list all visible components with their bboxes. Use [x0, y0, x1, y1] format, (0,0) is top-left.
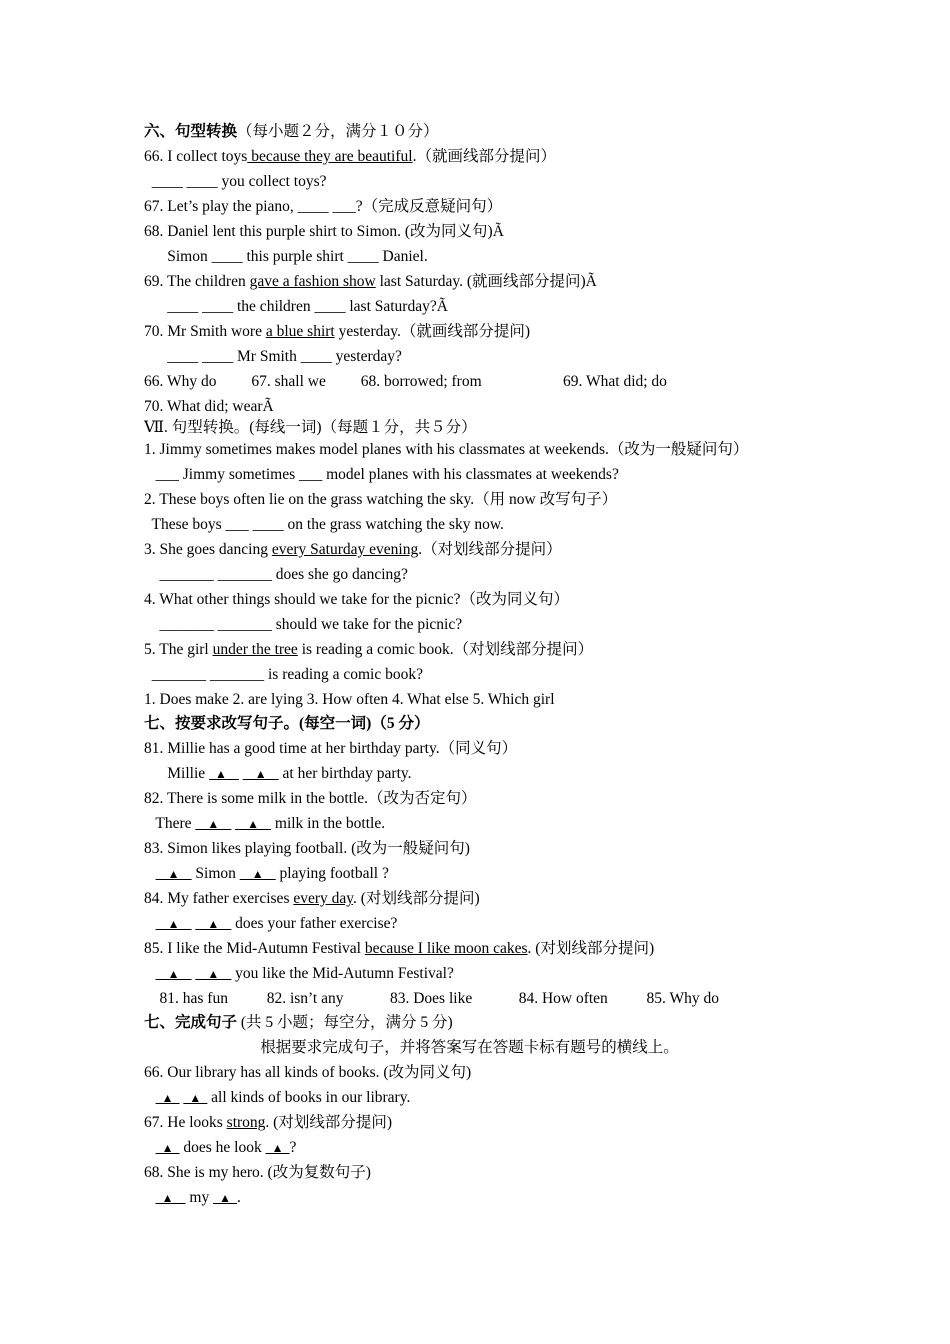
line-text: 81. Millie has a good time at her birthday party.（同义句） — [144, 740, 518, 757]
line-text: my — [185, 1189, 214, 1206]
line-text: does your father exercise? — [231, 915, 398, 932]
document-line — [144, 1038, 679, 1058]
line-text: you like the Mid-Autumn Festival? — [231, 965, 454, 982]
line-text: （每小题２分，满分１０分） — [237, 123, 439, 140]
line-text: ____ ____ Mr Smith ____ yesterday? — [144, 348, 402, 365]
line-text — [144, 1189, 156, 1206]
document-line — [144, 665, 423, 685]
document-line — [144, 1088, 410, 1108]
answer-blank: __▲__ — [195, 917, 232, 931]
document-line — [144, 247, 428, 267]
line-text — [144, 965, 156, 982]
underlined-phrase: because they are beautiful — [247, 148, 413, 165]
answer-blank: __▲__ — [155, 917, 192, 931]
line-text: 82. There is some milk in the bottle.（改为否定句） — [144, 790, 477, 807]
document-line — [144, 540, 562, 560]
line-text: .（对划线部分提问） — [418, 541, 562, 558]
line-text: 1. Does make 2. are lying 3. How often 4. What else 5. Which girl — [144, 691, 555, 708]
answer-blank: _▲_ — [183, 1091, 208, 1105]
document-line — [144, 197, 502, 217]
document-line — [144, 465, 619, 485]
underlined-phrase: because I like moon cakes — [364, 940, 528, 957]
document-line — [144, 297, 448, 317]
answer-blank: __▲__ — [155, 867, 192, 881]
document-line — [144, 889, 480, 909]
document-line — [144, 490, 617, 510]
line-text: 69. The children — [144, 273, 250, 290]
line-text: _______ _______ is reading a comic book? — [144, 666, 423, 683]
answer-blank: __▲__ — [195, 967, 232, 981]
line-text: _______ _______ should we take for the picnic? — [144, 616, 463, 633]
document-line — [144, 764, 412, 784]
document-line — [144, 322, 530, 342]
line-text — [144, 1139, 156, 1156]
line-text: _______ _______ does she go dancing? — [144, 566, 408, 583]
line-text: all kinds of books in our library. — [207, 1089, 411, 1106]
answer-blank: __▲__ — [155, 967, 192, 981]
line-text: (共 5 小题；每空分，满分 5 分) — [237, 1014, 453, 1031]
document-line — [144, 565, 408, 585]
document-line — [144, 372, 667, 392]
underlined-phrase: every Saturday evening — [271, 541, 419, 558]
document-line — [144, 1063, 471, 1083]
document-line — [144, 914, 397, 934]
answer-blank: _▲__ — [155, 1191, 186, 1205]
line-text: 84. My father exercises — [144, 890, 294, 907]
line-text: Simon ____ this purple shirt ____ Daniel. — [144, 248, 428, 265]
document-line — [144, 172, 327, 192]
line-text: 68. She is my hero. (改为复数句子) — [144, 1164, 371, 1181]
answer-blank: _▲_ — [155, 1091, 180, 1105]
document-line — [144, 939, 654, 959]
document-line — [144, 1113, 392, 1133]
line-text: Ⅶ. 句型转换。(每线一词)（每题１分，共５分） — [144, 419, 477, 436]
line-text: 85. I like the Mid-Autumn Festival — [144, 940, 365, 957]
answer-blank: __▲__ — [242, 767, 279, 781]
line-text: 2. These boys often lie on the grass watching the sky.（用 now 改写句子） — [144, 491, 618, 508]
document-line — [144, 814, 385, 834]
document-line — [144, 272, 597, 292]
section-heading: 七、按要求改写句子。(每空一词)（5 分） — [144, 715, 430, 732]
line-text: .（就画线部分提问） — [412, 148, 556, 165]
document-line — [144, 1138, 296, 1158]
document-line — [144, 418, 477, 438]
line-text: Millie — [144, 765, 210, 782]
line-text: 67. He looks — [144, 1114, 227, 1131]
underlined-phrase: gave a fashion show — [249, 273, 376, 290]
line-text: playing football ? — [275, 865, 389, 882]
answer-blank: _▲_ — [155, 1141, 180, 1155]
answer-blank: __▲__ — [195, 817, 232, 831]
line-text: 66. Why do 67. shall we 68. borrowed; from 69. What did; do — [144, 373, 667, 390]
document-line — [144, 1013, 453, 1033]
line-text: 70. What did; wearÃ — [144, 398, 274, 415]
answer-blank: __▲__ — [239, 867, 276, 881]
underlined-phrase: strong — [226, 1114, 266, 1131]
section-heading: 六、句型转换 — [144, 123, 238, 140]
document-line — [144, 690, 555, 710]
answer-blank: _▲_ — [265, 1141, 290, 1155]
document-line — [144, 347, 402, 367]
document-line — [144, 640, 593, 660]
answer-blank: _▲_ — [213, 1191, 237, 1205]
line-text: 70. Mr Smith wore — [144, 323, 266, 340]
line-text: Simon — [191, 865, 240, 882]
answer-blank: _▲__ — [209, 767, 239, 781]
line-text: is reading a comic book.（对划线部分提问） — [297, 641, 594, 658]
line-text: last Saturday. (就画线部分提问)Ã — [375, 273, 597, 290]
document-line — [144, 122, 439, 142]
line-text: These boys ___ ____ on the grass watching the sky now. — [144, 516, 504, 533]
underlined-phrase: a blue shirt — [265, 323, 335, 340]
document-line — [144, 222, 504, 242]
underlined-phrase: under the tree — [212, 641, 298, 658]
line-text: ? — [289, 1139, 297, 1156]
line-text: . (对划线部分提问) — [527, 940, 655, 957]
line-text: 根据要求完成句子，并将答案写在答题卡标有题号的横线上。 — [144, 1039, 679, 1056]
document-line — [144, 1163, 371, 1183]
line-text: . (对划线部分提问) — [353, 890, 480, 907]
line-text: ____ ____ you collect toys? — [144, 173, 327, 190]
line-text: milk in the bottle. — [271, 815, 386, 832]
line-text: 1. Jimmy sometimes makes model planes with his classmates at weekends.（改为一般疑问句） — [144, 441, 749, 458]
document-line — [144, 590, 569, 610]
line-text: There — [144, 815, 196, 832]
line-text: . — [236, 1189, 241, 1206]
document-line — [144, 739, 517, 759]
line-text: 4. What other things should we take for the picnic?（改为同义句） — [144, 591, 570, 608]
document-line — [144, 839, 470, 859]
document-line — [144, 864, 389, 884]
document-line — [144, 714, 429, 734]
line-text: yesterday.（就画线部分提问) — [334, 323, 531, 340]
document-line — [144, 515, 504, 535]
line-text: 66. I collect toys — [144, 148, 248, 165]
underlined-phrase: every day — [293, 890, 354, 907]
line-text: 81. has fun 82. isn’t any 83. Does like 84. How often 85. Why do — [144, 990, 720, 1007]
document-line — [144, 397, 274, 417]
document-line — [144, 789, 477, 809]
line-text — [144, 915, 156, 932]
line-text: 68. Daniel lent this purple shirt to Simon. (改为同义句)Ã — [144, 223, 504, 240]
line-text: 66. Our library has all kinds of books. (改为同义句) — [144, 1064, 472, 1081]
document-line — [144, 440, 748, 460]
line-text: 83. Simon likes playing football. (改为一般疑问句) — [144, 840, 470, 857]
document-line — [144, 964, 454, 984]
line-text: 3. She goes dancing — [144, 541, 272, 558]
answer-blank: __▲__ — [235, 817, 272, 831]
line-text: does he look — [179, 1139, 266, 1156]
line-text — [144, 1089, 156, 1106]
line-text: . (对划线部分提问) — [265, 1114, 392, 1131]
document-line — [144, 1188, 241, 1208]
document-line — [144, 147, 556, 167]
document-line — [144, 989, 719, 1009]
line-text: ____ ____ the children ____ last Saturday?Ã — [144, 298, 448, 315]
line-text: at her birthday party. — [278, 765, 412, 782]
line-text: 5. The girl — [144, 641, 213, 658]
section-heading: 七、完成句子 — [144, 1014, 238, 1031]
document-line — [144, 615, 462, 635]
line-text — [144, 865, 156, 882]
line-text: 67. Let’s play the piano, ____ ___?（完成反意疑问句） — [144, 198, 503, 215]
line-text: ___ Jimmy sometimes ___ model planes with his classmates at weekends? — [144, 466, 619, 483]
